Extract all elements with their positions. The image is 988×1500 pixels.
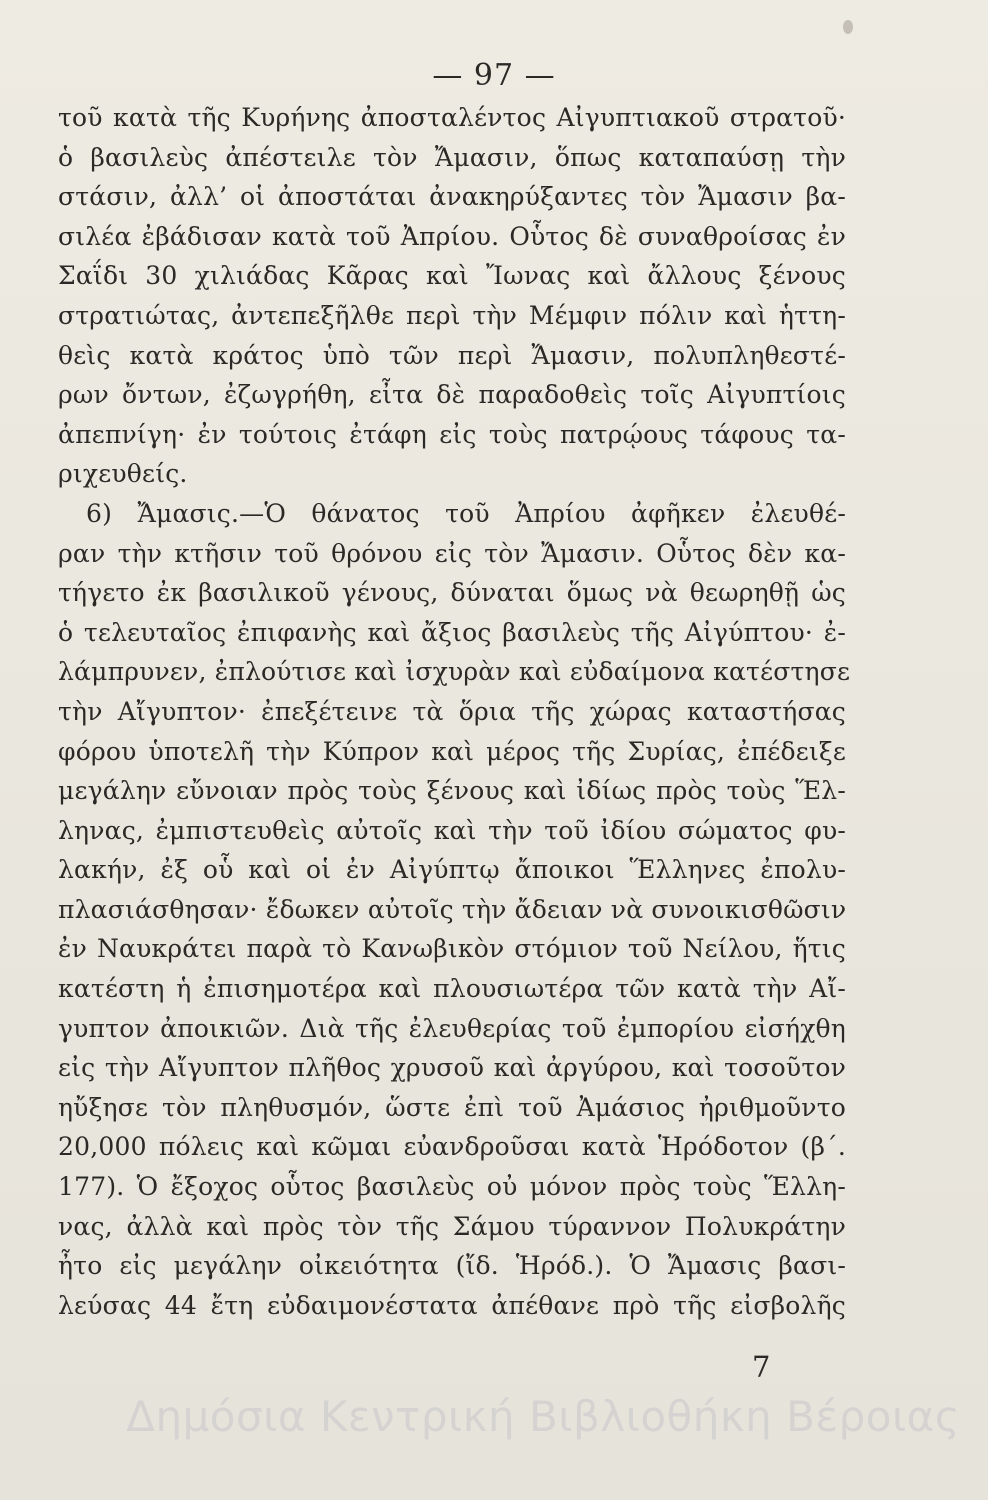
- text-line: τήγετο ἐκ βασιλικοῦ γένους, δύναται ὅμως νὰ θεωρηθῇ ὡς: [58, 578, 846, 608]
- text-line: ρων ὄντων, ἐζωγρήθη, εἶτα δὲ παραδοθεὶς τοῖς Αἰγυπτίοις: [58, 380, 846, 410]
- text-line: τοῦ κατὰ τῆς Κυρήνης ἀποσταλέντος Αἰγυπτιακοῦ στρατοῦ·: [58, 103, 846, 132]
- text-line: ριχευθείς.: [58, 459, 188, 489]
- text-line: λεύσας 44 ἔτη εὐδαιμονέστατα ἀπέθανε πρὸ τῆς εἰσβολῆς: [58, 1290, 846, 1320]
- text-line: ληνας, ἐμπιστευθεὶς αὐτοῖς καὶ τὴν τοῦ ἰδίου σώματος φυ-: [58, 815, 846, 845]
- text-line: μεγάλην εὔνοιαν πρὸς τοὺς ξένους καὶ ἰδίως πρὸς τοὺς Ἕλ-: [58, 776, 846, 806]
- text-line: σιλέα ἐβάδισαν κατὰ τοῦ Ἀπρίου. Οὗτος δὲ συναθροίσας ἐν: [58, 221, 846, 251]
- text-line: στρατιώτας, ἀντεπεξῆλθε περὶ τὴν Μέμφιν πόλιν καὶ ἡττη-: [58, 300, 846, 330]
- text-line: λακήν, ἐξ οὗ καὶ οἱ ἐν Αἰγύπτῳ ἄποικοι Ἕλληνες ἐπολυ-: [58, 855, 846, 885]
- text-line: Σαΐδι 30 χιλιάδας Κᾶρας καὶ Ἴωνας καὶ ἄλλους ξένους: [58, 261, 846, 291]
- library-watermark: Δημόσια Κεντρική Βιβλιοθήκη Βέροιας: [126, 1392, 960, 1441]
- text-line: ἦτο εἰς μεγάλην οἰκειότητα (ἴδ. Ἡρόδ.). Ὁ Ἄμασις βασι-: [58, 1251, 846, 1281]
- text-line: 177). Ὁ ἔξοχος οὗτος βασιλεὺς οὐ μόνον πρὸς τοὺς Ἕλλη-: [58, 1172, 846, 1202]
- body-text: [58, 98, 851, 1325]
- text-line: φόρου ὑποτελῆ τὴν Κύπρον καὶ μέρος τῆς Συρίας, ἐπέδειξε: [58, 736, 846, 766]
- text-line: λάμπρυνεν, ἐπλούτισε καὶ ἰσχυρὰν καὶ εὐδαίμονα κατέστησε: [58, 657, 851, 687]
- signature-mark: 7: [752, 1350, 771, 1384]
- text-line: γυπτον ἀποικιῶν. Διὰ τῆς ἐλευθερίας τοῦ ἐμπορίου εἰσήχθη: [58, 1013, 846, 1043]
- text-line: ὁ τελευταῖος ἐπιφανὴς καὶ ἄξιος βασιλεὺς τῆς Αἰγύπτου· ἐ-: [58, 617, 846, 647]
- section-heading-line: 6) Ἄμασις.—Ὁ θάνατος τοῦ Ἀπρίου ἀφῆκεν ἐλευθέ-: [86, 498, 846, 528]
- text-line: ηὔξησε τὸν πληθυσμόν, ὥστε ἐπὶ τοῦ Ἀμάσιος ἠριθμοῦντο: [58, 1092, 846, 1122]
- text-line: ὁ βασιλεὺς ἀπέστειλε τὸν Ἄμασιν, ὅπως καταπαύσῃ τὴν: [58, 142, 846, 172]
- page-number: — 97 —: [432, 58, 556, 93]
- text-line: 20,000 πόλεις καὶ κῶμαι εὐανδροῦσαι κατὰ Ἡρόδοτον (β΄.: [58, 1132, 846, 1162]
- text-line: ἀπεπνίγη· ἐν τούτοις ἐτάφη εἰς τοὺς πατρῴους τάφους τα-: [58, 419, 846, 449]
- text-line: στάσιν, ἀλλ’ οἱ ἀποστάται ἀνακηρύξαντες τὸν Ἄμασιν βα-: [58, 182, 846, 212]
- text-line: θεὶς κατὰ κράτος ὑπὸ τῶν περὶ Ἄμασιν, πολυπληθεστέ-: [58, 340, 846, 370]
- text-line: νας, ἀλλὰ καὶ πρὸς τὸν τῆς Σάμου τύραννον Πολυκράτην: [58, 1211, 846, 1241]
- text-line: πλασιάσθησαν· ἔδωκεν αὐτοῖς τὴν ἄδειαν νὰ συνοικισθῶσιν: [58, 894, 847, 924]
- text-line: εἰς τὴν Αἴγυπτον πλῆθος χρυσοῦ καὶ ἀργύρου, καὶ τοσοῦτον: [58, 1053, 846, 1083]
- text-line: ραν τὴν κτῆσιν τοῦ θρόνου εἰς τὸν Ἄμασιν. Οὗτος δὲν κα-: [58, 538, 846, 568]
- text-line: κατέστη ἡ ἐπισημοτέρα καὶ πλουσιωτέρα τῶν κατὰ τὴν Αἴ-: [58, 974, 846, 1004]
- text-line: ἐν Ναυκράτει παρὰ τὸ Κανωβικὸν στόμιον τοῦ Νείλου, ἥτις: [58, 934, 846, 964]
- text-line: τὴν Αἴγυπτον· ἐπεξέτεινε τὰ ὅρια τῆς χώρας καταστήσας: [58, 696, 846, 726]
- ink-smudge: [843, 20, 853, 34]
